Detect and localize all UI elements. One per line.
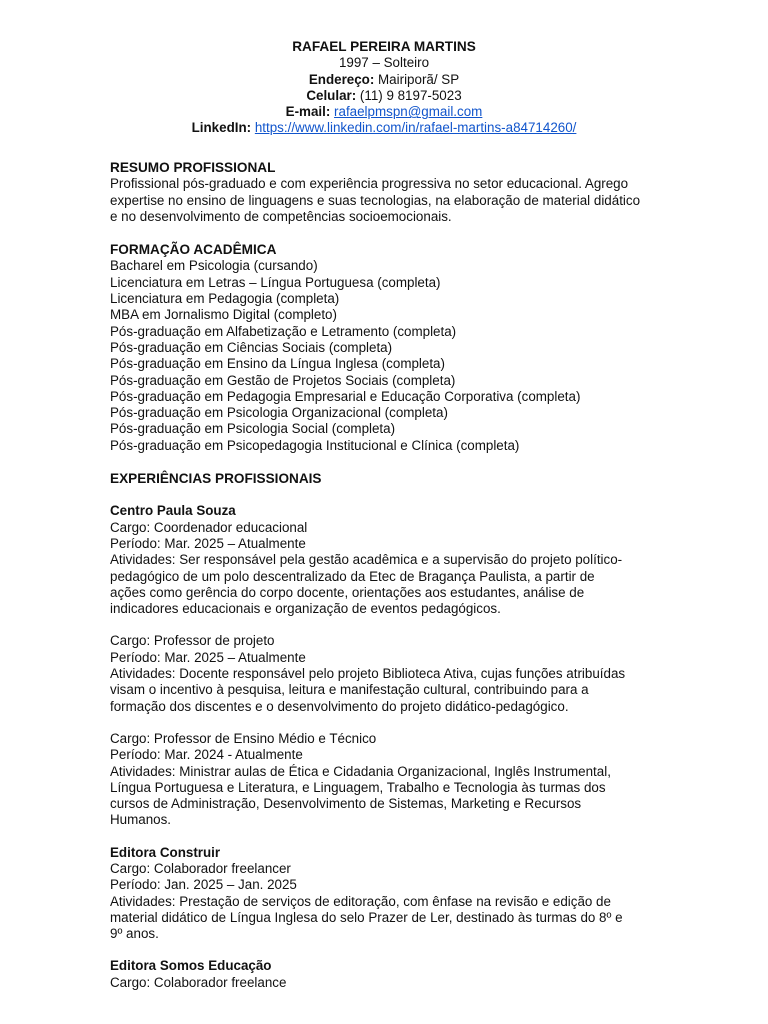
education-item: Pós-graduação em Alfabetização e Letramento (completa) xyxy=(110,323,457,339)
job-period: Período: Jan. 2025 – Jan. 2025 xyxy=(110,877,297,893)
job-period: Período: Mar. 2025 – Atualmente xyxy=(110,535,306,551)
resume-header xyxy=(0,39,768,137)
education-item: Pós-graduação em Psicologia Social (completa) xyxy=(110,421,396,437)
job-activity-line: Atividades: Ser responsável pela gestão acadêmica e a supervisão do projeto político- xyxy=(110,552,623,568)
linkedin-line xyxy=(0,120,768,136)
address-label: Endereço: xyxy=(308,71,375,87)
address-line xyxy=(0,72,768,88)
education-item: Pós-graduação em Psicologia Organizacional (completa) xyxy=(110,405,448,421)
job-activity-line: Atividades: Prestação de serviços de editoração, com ênfase na revisão e edição de xyxy=(110,893,611,909)
summary-line: e no desenvolvimento de competências socioemocionais. xyxy=(110,208,452,224)
employer-name: Editora Somos Educação xyxy=(110,958,272,974)
phone-line xyxy=(0,88,768,104)
summary-section xyxy=(110,160,670,225)
education-item: Pós-graduação em Psicopedagogia Institucional e Clínica (completa) xyxy=(110,437,520,453)
job-activity-line: Atividades: Ministrar aulas de Ética e Cidadania Organizacional, Inglês Instrumental, xyxy=(110,763,611,779)
summary-title: RESUMO PROFISSIONAL xyxy=(110,160,276,175)
employer-name: Centro Paula Souza xyxy=(110,503,236,519)
education-item: Licenciatura em Pedagogia (completa) xyxy=(110,291,340,307)
summary-line: Profissional pós-graduado e com experiência progressiva no setor educacional. Agrego xyxy=(110,176,629,192)
education-item: Bacharel em Psicologia (cursando) xyxy=(110,258,318,274)
job-role: Cargo: Professor de Ensino Médio e Técnico xyxy=(110,730,377,746)
job-activity-line: indicadores educacionais e organização de eventos pedagógicos. xyxy=(110,601,501,617)
education-section xyxy=(110,242,670,454)
linkedin-label: LinkedIn: xyxy=(191,120,252,136)
education-item: Pós-graduação em Pedagogia Empresarial e Educação Corporativa (completa) xyxy=(110,388,581,404)
education-item: Licenciatura em Letras – Língua Portuguesa (completa) xyxy=(110,274,441,290)
experience-section xyxy=(110,471,670,991)
birth-status: 1997 – Solteiro xyxy=(338,55,430,71)
job-activity-line: visam o incentivo à pesquisa, leitura e manifestação cultural, contribuindo para a xyxy=(110,682,589,698)
job-activity-line: 9º anos. xyxy=(110,926,159,942)
email-label: E-mail: xyxy=(285,104,331,120)
job-role: Cargo: Colaborador freelancer xyxy=(110,860,291,876)
education-item: Pós-graduação em Ensino da Língua Inglesa (completa) xyxy=(110,356,445,372)
job-role: Cargo: Professor de projeto xyxy=(110,633,275,649)
job-period: Período: Mar. 2025 – Atualmente xyxy=(110,649,306,665)
resume-body xyxy=(110,160,670,991)
job-activity-line: Língua Portuguesa e Literatura, e Linguagem, Trabalho e Tecnologia às turmas dos xyxy=(110,779,606,795)
education-title: FORMAÇÃO ACADÊMICA xyxy=(110,242,277,258)
address-value: Mairiporã/ SP xyxy=(374,71,460,87)
education-item: Pós-graduação em Ciências Sociais (completa) xyxy=(110,339,393,355)
education-item: Pós-graduação em Gestão de Projetos Sociais (completa) xyxy=(110,372,456,388)
job-activity-line: material didático de Língua Inglesa do selo Prazer de Ler, destinado às turmas do 8º e xyxy=(110,909,623,925)
job-activity-line: formação dos discentes e o desenvolvimento do projeto didático-pedagógico. xyxy=(110,698,569,714)
linkedin-link[interactable]: https://www.linkedin.com/in/rafael-martins-a84714260/ xyxy=(254,120,577,136)
phone-value: (11) 9 8197-5023 xyxy=(356,87,462,103)
job-role: Cargo: Coordenador educacional xyxy=(110,519,308,535)
job-role: Cargo: Colaborador freelance xyxy=(110,974,287,990)
experience-title: EXPERIÊNCIAS PROFISSIONAIS xyxy=(110,471,322,487)
summary-line: expertise no ensino de linguagens e suas tecnologias, na elaboração de material didático xyxy=(110,192,641,208)
job-activity-line: cursos de Administração, Desenvolvimento de Sistemas, Marketing e Recursos xyxy=(110,796,582,812)
candidate-name: RAFAEL PEREIRA MARTINS xyxy=(292,39,476,54)
job-period: Período: Mar. 2024 - Atualmente xyxy=(110,747,303,763)
education-item: MBA em Jornalismo Digital (completo) xyxy=(110,307,337,323)
email-link[interactable]: rafaelpmspn@gmail.com xyxy=(334,104,483,120)
job-activity-line: Humanos. xyxy=(110,812,172,828)
employer-name: Editora Construir xyxy=(110,844,221,860)
job-activity-line: ações como gerência do corpo docente, orientações aos estudantes, análise de xyxy=(110,584,585,600)
phone-label: Celular: xyxy=(306,87,357,103)
job-activity-line: Atividades: Docente responsável pelo projeto Biblioteca Ativa, cujas funções atribuídas xyxy=(110,666,626,682)
email-line xyxy=(0,104,768,120)
job-activity-line: pedagógico de um polo descentralizado da Etec de Bragança Paulista, a partir de xyxy=(110,568,595,584)
